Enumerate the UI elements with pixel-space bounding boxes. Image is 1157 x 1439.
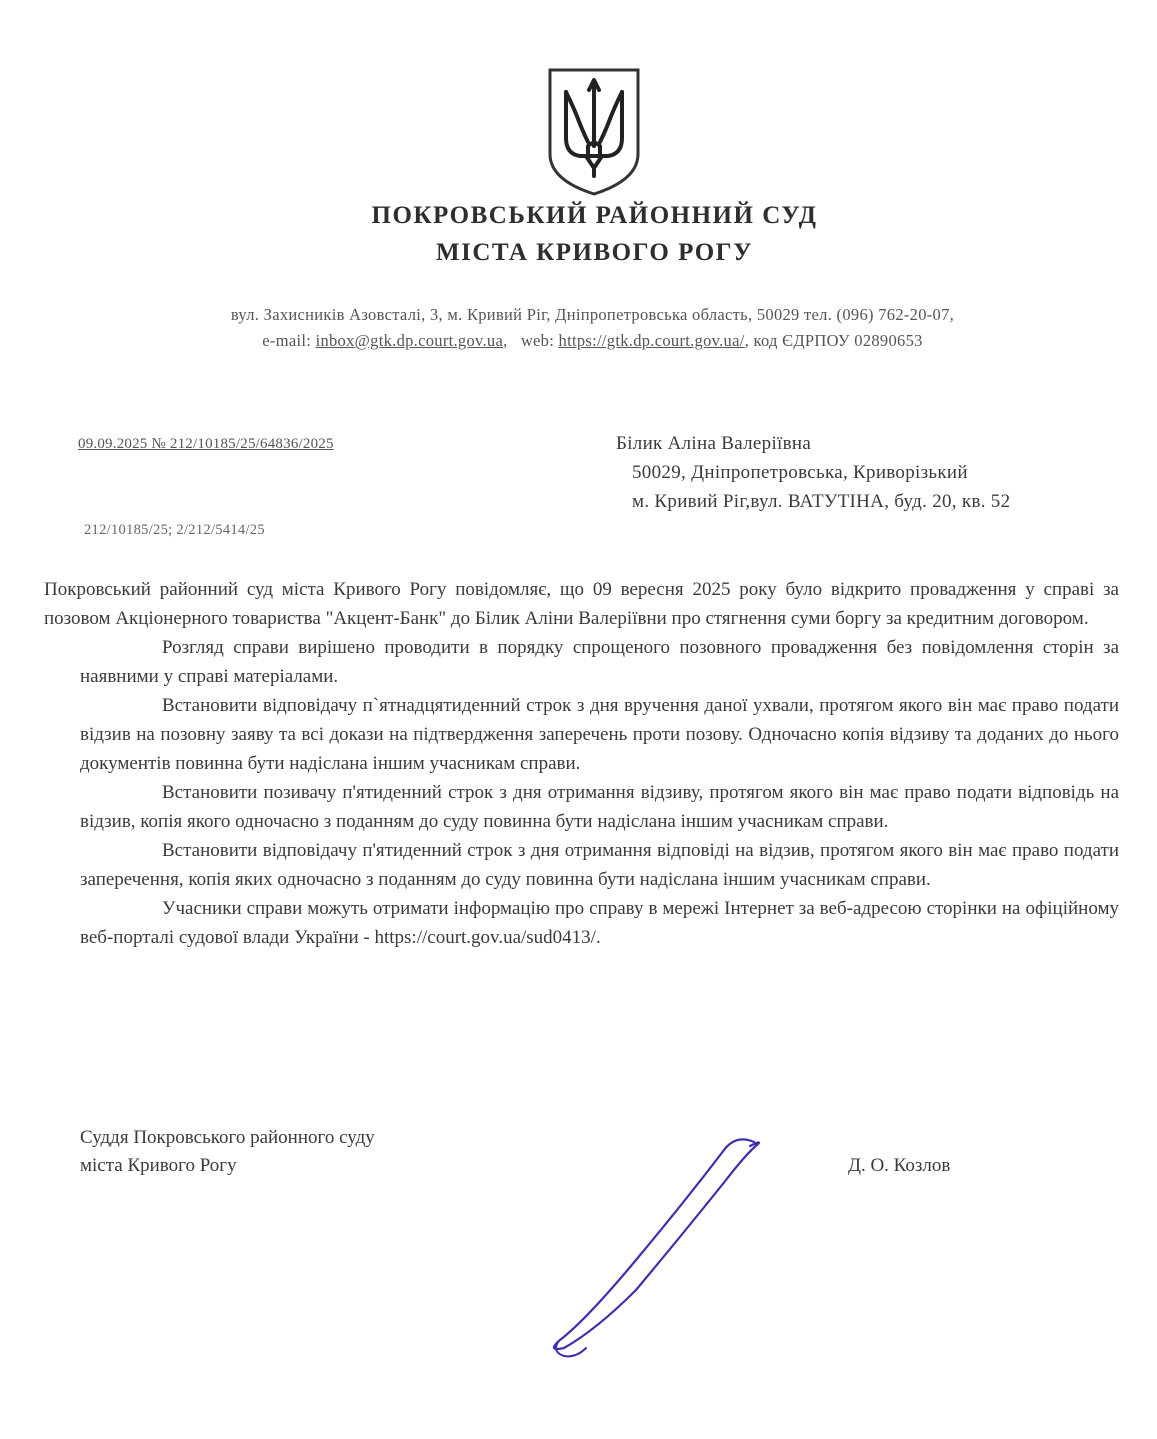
case-index: 212/10185/25; 2/212/5414/25 bbox=[84, 522, 265, 538]
addressee-address-line2: м. Кривий Ріг,вул. ВАТУТІНА, буд. 20, кв. 52 bbox=[632, 491, 1011, 512]
web-link[interactable]: https://gtk.dp.court.gov.ua/ bbox=[558, 331, 745, 350]
judge-title-line2: міста Кривого Рогу bbox=[80, 1155, 237, 1176]
addressee-name: Білик Аліна Валеріївна bbox=[616, 433, 812, 454]
addressee-address-line1: 50029, Дніпропетровська, Криворізький bbox=[632, 462, 968, 483]
court-address: вул. Захисників Азовсталі, 3, м. Кривий Ріг, Дніпропетровська область, 50029 тел. (096) 762-20-07, bbox=[230, 305, 955, 324]
paragraph-6: Учасники справи можуть отримати інформацію про справу в мережі Інтернет за веб-адресою сторінки на офіційному веб-порталі судової влади України - https://court.gov.ua/sud0413/. bbox=[80, 898, 1119, 948]
court-name-line2: МІСТА КРИВОГО РОГУ bbox=[436, 239, 753, 266]
trident-emblem-icon bbox=[546, 68, 642, 196]
outgoing-number: 09.09.2025 № 212/10185/25/64836/2025 bbox=[78, 436, 334, 452]
email-label: e-mail: bbox=[262, 331, 312, 350]
court-name-line1: ПОКРОВСЬКИЙ РАЙОННИЙ СУД bbox=[371, 202, 818, 229]
notice-body bbox=[44, 575, 1119, 952]
edrpou-code: , код ЄДРПОУ 02890653 bbox=[744, 331, 923, 350]
paragraph-2: Розгляд справи вирішено проводити в порядку спрощеного позовного провадження без повідомлення сторін за наявними у справі матеріалами. bbox=[80, 637, 1119, 687]
handwritten-signature bbox=[536, 1130, 776, 1360]
web-label: web: bbox=[520, 331, 555, 350]
email-link[interactable]: inbox@gtk.dp.court.gov.ua bbox=[315, 331, 504, 350]
paragraph-3: Встановити відповідачу п`ятнадцятиденний строк з дня вручення даної ухвали, протягом якого він має право подати відзив на позовну заяву та всі докази на підтвердження заперечень проти позову. Одночасно копія відзиву та доданих до нього документів повинна бути надіслана іншим учасникам справи. bbox=[80, 695, 1119, 774]
paragraph-4: Встановити позивачу п'ятиденний строк з дня отримання відзиву, протягом якого він має право подати відповідь на відзив, копія якого одночасно з поданням до суду повинна бути надіслана іншим учасникам справи. bbox=[80, 782, 1119, 832]
paragraph-1: Покровський районний суд міста Кривого Рогу повідомляє, що 09 вересня 2025 року було відкрито провадження у справі за позовом Акціонерного товариства "Акцент-Банк" до Білик Аліни Валеріївни про стягнення суми боргу за кредитним договором. bbox=[44, 579, 1119, 629]
judge-title-line1: Суддя Покровського районного суду bbox=[80, 1127, 375, 1148]
court-contacts bbox=[14, 331, 1157, 351]
paragraph-5: Встановити відповідачу п'ятиденний строк з дня отримання відповіді на відзив, протягом якого він має право подати заперечення, копія яких одночасно з поданням до суду повинна бути надіслана іншим учасникам справи. bbox=[80, 840, 1119, 890]
separator: , bbox=[503, 331, 517, 350]
judge-name: Д. О. Козлов bbox=[848, 1155, 951, 1176]
